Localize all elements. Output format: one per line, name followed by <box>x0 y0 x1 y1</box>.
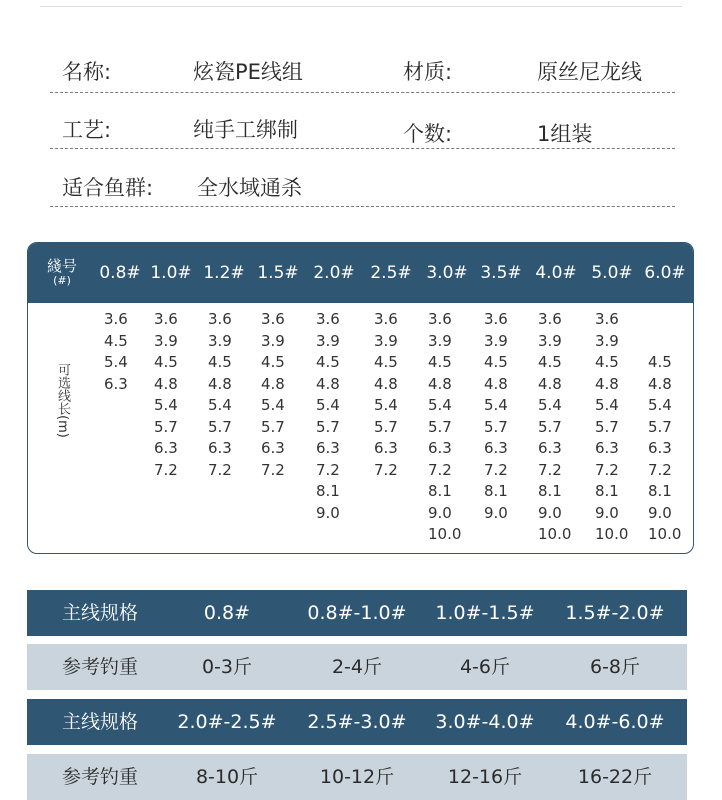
length-value: 4.5 <box>261 353 285 371</box>
length-value: 5.4 <box>104 353 128 371</box>
length-value: 5.7 <box>538 417 562 436</box>
weight-cell: 0.8#-1.0# <box>307 602 407 624</box>
length-value: 4.5 <box>595 353 619 371</box>
length-value: 3.9 <box>208 331 232 350</box>
size-header-label <box>28 257 96 287</box>
weight-cell: 1.0#-1.5# <box>435 602 535 624</box>
length-col-3 <box>261 309 285 481</box>
length-value: 5.4 <box>428 396 452 414</box>
size-header-7: 3.5# <box>480 263 522 283</box>
length-value: 7.2 <box>208 460 232 479</box>
length-value: 6.3 <box>208 439 232 457</box>
length-value: 6.3 <box>484 439 508 457</box>
length-value: 3.9 <box>261 331 285 350</box>
weight-row-label: 主线规格 <box>61 711 138 733</box>
length-value: 3.6 <box>154 310 178 328</box>
length-value: 3.6 <box>538 310 562 328</box>
length-col-6 <box>428 309 461 546</box>
length-value: 5.7 <box>261 417 285 436</box>
length-value: 8.1 <box>538 482 562 500</box>
length-value: 10.0 <box>428 525 462 543</box>
length-value: 4.5 <box>428 353 452 371</box>
length-value: 3.6 <box>428 310 452 328</box>
weight-cell: 3.0#-4.0# <box>435 711 535 733</box>
length-value: 4.5 <box>104 331 128 350</box>
weight-row-spec-2 <box>27 699 687 745</box>
length-value: 7.2 <box>316 460 340 479</box>
length-value: 3.9 <box>154 331 178 350</box>
length-value: 4.5 <box>374 353 398 371</box>
craft-value: 纯手工绑制 <box>193 118 298 142</box>
weight-row-label: 主线规格 <box>61 602 138 624</box>
length-value: 7.2 <box>428 460 452 479</box>
length-value: 3.6 <box>104 310 128 328</box>
weight-cell: 4-6斤 <box>459 656 511 678</box>
count-key: 个数: <box>403 122 453 146</box>
weight-row-spec-1 <box>27 590 687 636</box>
size-header-10: 6.0# <box>644 263 686 283</box>
length-value: 5.7 <box>208 417 232 436</box>
length-value: 9.0 <box>648 503 672 522</box>
length-value: 5.4 <box>595 396 619 414</box>
size-header-9: 5.0# <box>591 263 633 283</box>
weight-cell: 12-16斤 <box>447 766 523 788</box>
length-value: 7.2 <box>484 460 508 479</box>
fish-key: 适合鱼群: <box>62 176 154 200</box>
length-value: 9.0 <box>538 503 562 522</box>
weight-cell: 16-22斤 <box>577 766 653 788</box>
weight-cell: 6-8斤 <box>589 656 641 678</box>
size-header-1: 1.0# <box>150 263 192 283</box>
weight-row-label: 参考钓重 <box>61 656 138 678</box>
length-value: 10.0 <box>595 525 629 543</box>
length-value: 3.9 <box>428 331 452 350</box>
length-col-7 <box>484 309 508 524</box>
length-value: 6.3 <box>104 374 128 393</box>
length-value: 9.0 <box>428 503 452 522</box>
length-col-4 <box>316 309 340 524</box>
weight-cell: 0-3斤 <box>201 656 253 678</box>
length-col-8 <box>538 309 571 546</box>
length-col-2 <box>208 309 232 481</box>
weight-row-ref-2 <box>27 754 687 800</box>
length-value: 7.2 <box>538 460 562 479</box>
length-value <box>648 309 681 331</box>
length-value: 8.1 <box>316 482 340 500</box>
size-header-line1: 綫号 <box>46 257 77 275</box>
weight-cell: 0.8# <box>203 602 251 624</box>
size-header-2: 1.2# <box>203 263 245 283</box>
length-value: 7.2 <box>154 460 178 479</box>
length-value: 4.5 <box>648 353 672 371</box>
length-value: 6.3 <box>595 439 619 457</box>
length-value: 6.3 <box>538 439 562 457</box>
weight-cell: 2.5#-3.0# <box>307 711 407 733</box>
length-value: 4.8 <box>316 374 340 393</box>
size-header-3: 1.5# <box>257 263 299 283</box>
length-value: 3.6 <box>595 310 619 328</box>
length-table-header <box>28 243 693 303</box>
weight-row-ref-1 <box>27 644 687 690</box>
weight-cell: 2.0#-2.5# <box>177 711 277 733</box>
length-value: 3.9 <box>595 331 619 350</box>
length-value: 6.3 <box>316 439 340 457</box>
length-value: 4.5 <box>538 353 562 371</box>
length-value: 5.7 <box>648 417 672 436</box>
length-value: 3.9 <box>316 331 340 350</box>
weight-cell: 10-12斤 <box>319 766 395 788</box>
length-value: 4.8 <box>648 374 672 393</box>
length-value: 5.7 <box>484 417 508 436</box>
length-value: 5.7 <box>595 417 619 436</box>
fish-value: 全水域通杀 <box>197 176 302 200</box>
length-value: 4.8 <box>428 374 452 393</box>
length-value: 5.4 <box>538 396 562 414</box>
length-col-10 <box>648 309 681 546</box>
length-value: 10.0 <box>648 525 682 543</box>
length-value: 8.1 <box>428 482 452 500</box>
length-value: 4.8 <box>484 374 508 393</box>
size-header-8: 4.0# <box>535 263 577 283</box>
length-value: 6.3 <box>428 439 452 457</box>
size-header-0: 0.8# <box>99 263 141 283</box>
length-value: 4.5 <box>484 353 508 371</box>
length-value: 3.6 <box>316 310 340 328</box>
length-value: 5.4 <box>316 396 340 414</box>
length-value: 8.1 <box>648 482 672 500</box>
spec-row-name <box>50 36 675 93</box>
length-value: 9.0 <box>595 503 619 522</box>
length-value: 3.6 <box>261 310 285 328</box>
material-key: 材质: <box>403 60 453 84</box>
selectable-length-label <box>52 363 72 444</box>
length-value <box>648 331 681 353</box>
length-value: 6.3 <box>261 439 285 457</box>
size-header-4: 2.0# <box>313 263 355 283</box>
length-value: 9.0 <box>316 503 340 522</box>
length-col-9 <box>595 309 628 546</box>
selectable-length-text: 可选线长(m) <box>55 363 70 438</box>
length-col-5 <box>374 309 398 481</box>
length-value: 5.4 <box>261 396 285 414</box>
weight-cell: 1.5#-2.0# <box>565 602 665 624</box>
weight-cell: 4.0#-6.0# <box>565 711 665 733</box>
spec-row-craft <box>50 92 675 149</box>
length-value: 5.4 <box>208 396 232 414</box>
top-divider <box>40 0 682 7</box>
length-value: 7.2 <box>595 460 619 479</box>
length-value: 4.5 <box>316 353 340 371</box>
count-value: 1组装 <box>537 122 593 146</box>
weight-row-label: 参考钓重 <box>61 766 138 788</box>
length-value: 3.9 <box>484 331 508 350</box>
length-value: 5.4 <box>484 396 508 414</box>
length-col-0 <box>104 309 128 395</box>
length-value: 4.8 <box>374 374 398 393</box>
size-header-6: 3.0# <box>426 263 468 283</box>
length-value: 4.8 <box>595 374 619 393</box>
length-value: 7.2 <box>648 460 672 479</box>
length-value: 3.9 <box>374 331 398 350</box>
size-header-5: 2.5# <box>370 263 412 283</box>
length-value: 3.6 <box>208 310 232 328</box>
length-value: 5.7 <box>374 417 398 436</box>
line-length-table <box>27 242 694 554</box>
weight-cell: 2-4斤 <box>331 656 383 678</box>
length-value: 7.2 <box>374 460 398 479</box>
length-value: 4.5 <box>208 353 232 371</box>
length-value: 4.8 <box>154 374 178 393</box>
length-value: 5.7 <box>154 417 178 436</box>
length-value: 3.9 <box>538 331 562 350</box>
length-value: 8.1 <box>484 482 508 500</box>
length-value: 4.8 <box>261 374 285 393</box>
length-value: 5.4 <box>648 396 672 414</box>
length-value: 8.1 <box>595 482 619 500</box>
length-value: 5.7 <box>428 417 452 436</box>
length-value: 4.5 <box>154 353 178 371</box>
length-value: 10.0 <box>538 525 572 543</box>
length-value: 5.4 <box>374 396 398 414</box>
name-value: 炫瓷PE线组 <box>193 60 303 84</box>
craft-key: 工艺: <box>62 118 112 142</box>
material-value: 原丝尼龙线 <box>537 60 642 84</box>
size-header-line2: (#) <box>53 274 71 287</box>
length-value: 6.3 <box>154 439 178 457</box>
weight-cell: 8-10斤 <box>195 766 259 788</box>
length-value: 3.6 <box>374 310 398 328</box>
length-value: 5.4 <box>154 396 178 414</box>
length-value: 3.6 <box>484 310 508 328</box>
length-col-1 <box>154 309 178 481</box>
length-value: 4.8 <box>208 374 232 393</box>
length-value: 6.3 <box>374 439 398 457</box>
length-value: 5.7 <box>316 417 340 436</box>
length-value: 4.8 <box>538 374 562 393</box>
length-value: 6.3 <box>648 439 672 457</box>
length-value: 7.2 <box>261 460 285 479</box>
spec-row-fish <box>50 150 675 207</box>
name-key: 名称: <box>62 60 112 84</box>
length-value: 9.0 <box>484 503 508 522</box>
